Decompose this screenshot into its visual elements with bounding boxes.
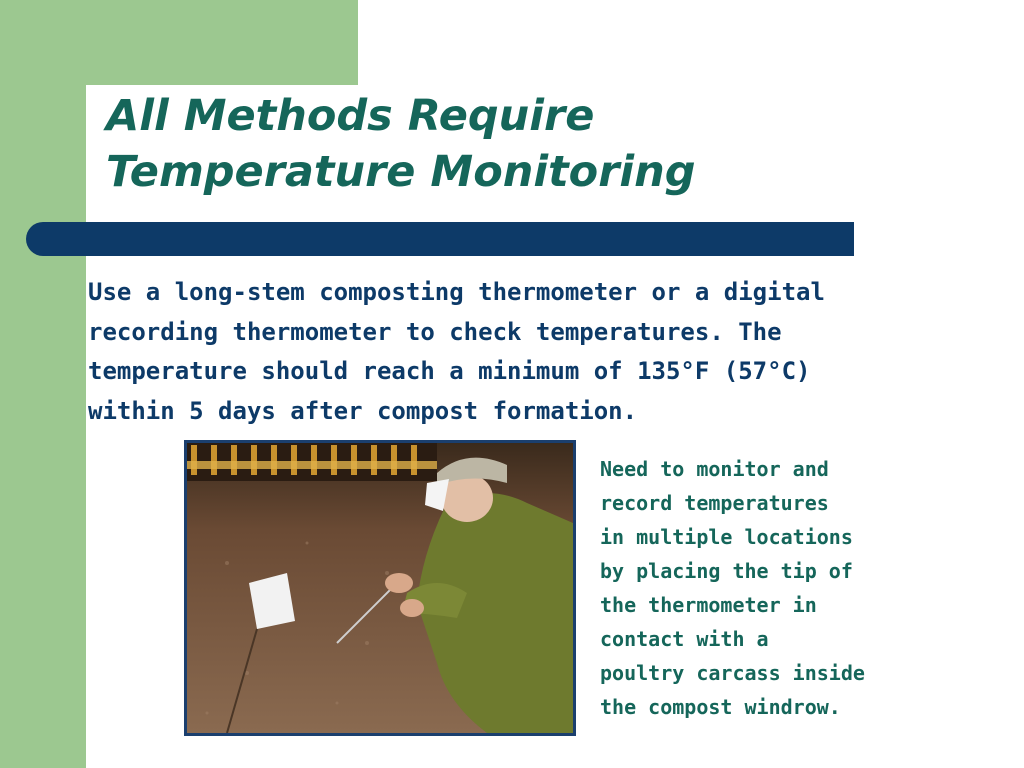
caption-line: Need to monitor and xyxy=(600,457,829,481)
thermometer-photo xyxy=(184,440,576,736)
caption-line: contact with a xyxy=(600,627,769,651)
title-line: Temperature Monitoring xyxy=(106,147,696,197)
caption-line: record temperatures xyxy=(600,491,829,515)
body-line: recording thermometer to check temperatures. The xyxy=(88,317,782,346)
body-line: temperature should reach a minimum of 135°F (57°C) xyxy=(88,357,811,385)
title-line: All Methods Require xyxy=(106,91,595,141)
left-accent-band xyxy=(0,0,86,768)
caption-line: the compost windrow. xyxy=(600,695,841,719)
photo-caption xyxy=(600,452,1010,724)
caption-line: in multiple locations xyxy=(600,525,853,549)
caption-line: the thermometer in xyxy=(600,593,817,617)
body-line: Use a long-stem composting thermometer or a digital xyxy=(88,278,825,306)
slide-title xyxy=(106,88,866,200)
title-divider-bar xyxy=(26,222,854,256)
body-paragraph xyxy=(88,273,1008,431)
caption-line: by placing the tip of xyxy=(600,559,853,583)
top-accent-band xyxy=(86,0,358,85)
body-line: within 5 days after compost formation. xyxy=(88,396,638,425)
caption-line: poultry carcass inside xyxy=(600,661,865,685)
